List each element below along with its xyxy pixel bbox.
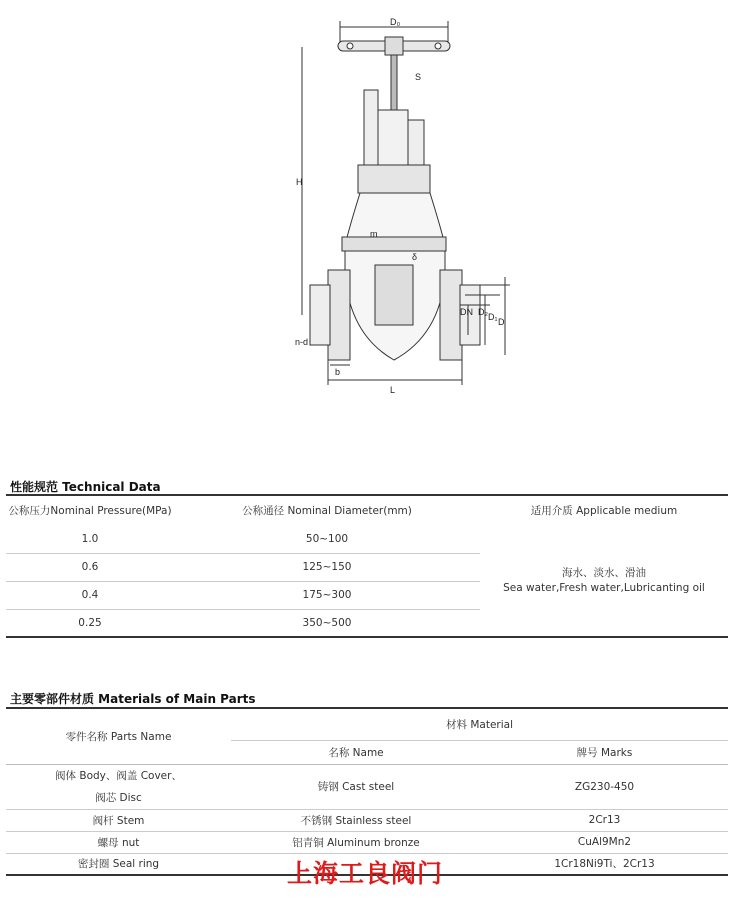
tech-cell-pressure: 0.6: [81, 561, 99, 573]
materials-cell-marks: ZG230-450: [574, 780, 635, 793]
materials-part-line1: 阀体 Body、阀盖 Cover、: [55, 769, 182, 782]
tech-medium-cell: [480, 525, 728, 637]
materials-cell-part: 密封圈 Seal ring: [77, 858, 160, 871]
label-h: H: [296, 177, 303, 187]
materials-cell-part: [6, 764, 231, 809]
label-d2: D₂: [478, 307, 488, 317]
label-dn: DN: [460, 307, 473, 317]
materials-cell-name: 铝青铜 Aluminum bronze: [292, 836, 420, 849]
materials-cell-name: 铸钢 Cast steel: [317, 781, 395, 793]
label-b: b: [335, 367, 341, 377]
tech-cell-pressure: 1.0: [81, 532, 99, 545]
label-nd: n-d: [295, 337, 309, 347]
materials-table: [6, 707, 728, 876]
tech-cell-diameter: 50~100: [305, 532, 349, 545]
tech-medium-en: Sea water,Fresh water,Lubricanting oil: [503, 581, 705, 594]
materials-header-marks: 牌号 Marks: [576, 746, 633, 759]
tech-cell-diameter: 350~500: [302, 616, 352, 629]
tech-header-medium: 适用介质 Applicable medium: [530, 505, 678, 517]
materials-title: 主要零部件材质 Materials of Main Parts: [10, 692, 256, 706]
label-d1: D₁: [488, 312, 498, 322]
tech-cell-diameter: 125~150: [302, 561, 352, 573]
materials-header-name: 名称 Name: [328, 746, 384, 759]
label-d: D: [498, 317, 505, 327]
tech-medium-cn: 海水、淡水、滑油: [562, 566, 646, 579]
label-l: L: [390, 385, 396, 395]
materials-header-material: 材料 Material: [231, 708, 728, 740]
tech-header-pressure: 公称压力Nominal Pressure(MPa): [8, 505, 172, 517]
tech-title: 性能规范 Technical Data: [10, 480, 161, 494]
materials-cell-marks: 2Cr13: [588, 814, 621, 826]
materials-header-part: 零件名称 Parts Name: [6, 708, 231, 764]
materials-cell-part: 螺母 nut: [97, 836, 140, 849]
label-s: S: [415, 72, 422, 82]
tech-cell-diameter: 175~300: [302, 589, 352, 601]
tech-header-diameter: 公称通径 Nominal Diameter(mm): [242, 505, 412, 517]
label-m: m: [370, 229, 378, 239]
materials-cell-marks: CuAl9Mn2: [577, 836, 632, 848]
label-d0: D₀: [390, 17, 401, 27]
materials-cell-part: 阀杆 Stem: [92, 814, 145, 827]
watermark-logo: 上海工良阀门: [286, 859, 443, 888]
materials-cell-name: 不锈钢 Stainless steel: [300, 814, 412, 827]
gate-valve-drawing: [290, 15, 530, 395]
materials-cell-marks: 1Cr18Ni9Ti、2Cr13: [554, 858, 655, 871]
materials-part-line2: 阀芯 Disc: [95, 791, 142, 804]
tech-cell-pressure: 0.25: [78, 616, 102, 629]
tech-cell-pressure: 0.4: [81, 589, 99, 601]
tech-table: [6, 494, 728, 638]
label-t: δ: [412, 252, 418, 262]
